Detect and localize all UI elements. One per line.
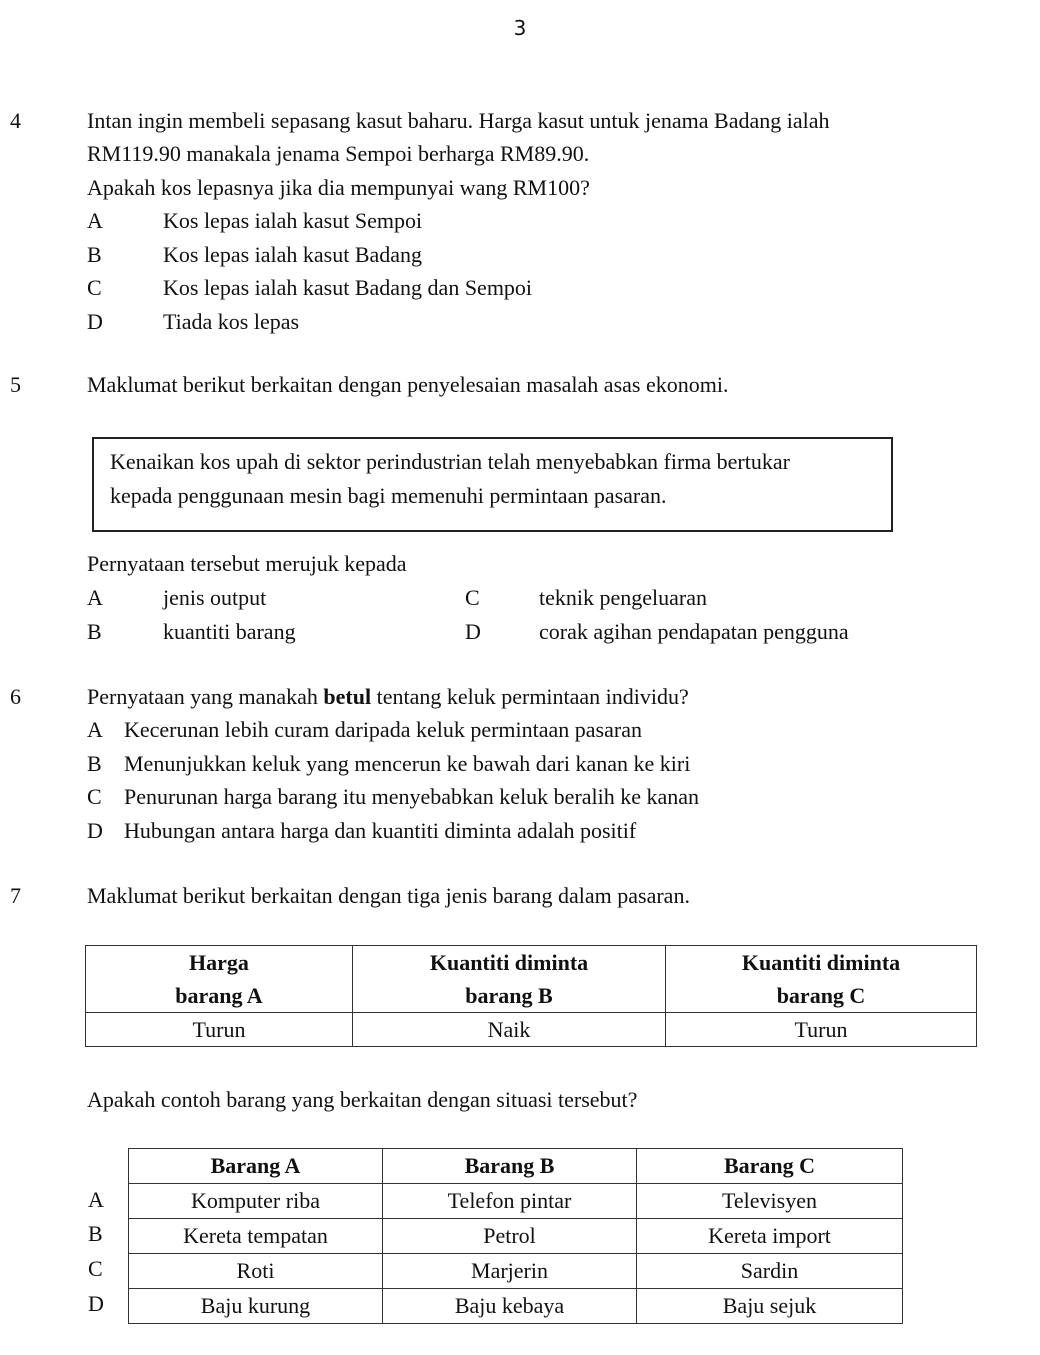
table-cell: Komputer riba	[129, 1184, 383, 1219]
q6-number: 6	[10, 684, 21, 709]
q4-option-a-text: Kos lepas ialah kasut Sempoi	[163, 208, 423, 233]
q4-option-d-text: Tiada kos lepas	[163, 309, 300, 334]
q5-option-d-letter: D	[465, 619, 481, 644]
q7-options-table	[128, 1148, 903, 1324]
q4-stem-line3: Apakah kos lepasnya jika dia mempunyai wang RM100?	[87, 175, 590, 200]
q7-header-barang-b: Barang B	[383, 1149, 637, 1184]
table-cell: Roti	[129, 1254, 383, 1289]
q6-option-c-text: Penurunan harga barang itu menyebabkan keluk beralih ke kanan	[124, 784, 700, 809]
q6-stem	[87, 684, 689, 710]
table-cell: Turun	[666, 1013, 977, 1047]
header-line: barang C	[776, 983, 866, 1008]
header-line: Kuantiti diminta	[741, 950, 901, 975]
q6-stem-after: tentang keluk permintaan individu?	[371, 684, 689, 709]
q4-option-c-text: Kos lepas ialah kasut Badang dan Sempoi	[163, 275, 533, 300]
q7-header-kuantiti-b	[353, 946, 666, 1013]
table-row	[129, 1184, 903, 1219]
table-cell: Marjerin	[383, 1254, 637, 1289]
page-number: 3	[513, 16, 527, 40]
table-cell: Baju kurung	[129, 1289, 383, 1324]
q7-header-barang-c: Barang C	[637, 1149, 903, 1184]
q5-option-c-letter: C	[465, 585, 480, 610]
q6-option-b-letter: B	[87, 751, 102, 776]
header-line: Harga	[189, 950, 249, 975]
table-header-row	[129, 1149, 903, 1184]
q7-info-table	[85, 945, 977, 1047]
table-cell: Televisyen	[637, 1184, 903, 1219]
q5-option-b-text: kuantiti barang	[163, 619, 296, 644]
q7-header-harga-a	[86, 946, 353, 1013]
q6-option-c-letter: C	[87, 784, 102, 809]
table-row	[129, 1219, 903, 1254]
q5-number: 5	[10, 372, 21, 397]
q6-option-a-text: Kecerunan lebih curam daripada keluk permintaan pasaran	[124, 717, 642, 742]
table-cell: Baju sejuk	[637, 1289, 903, 1324]
table-row	[129, 1289, 903, 1324]
q4-option-b-letter: B	[87, 242, 102, 267]
q5-box-line1: Kenaikan kos upah di sektor perindustrian telah menyebabkan firma bertukar	[110, 449, 790, 474]
q7-header-barang-a: Barang A	[129, 1149, 383, 1184]
q7-row-label-a: A	[88, 1187, 104, 1212]
q6-option-b-text: Menunjukkan keluk yang mencerun ke bawah dari kanan ke kiri	[124, 751, 691, 776]
q7-row-label-c: C	[88, 1256, 103, 1281]
table-cell: Sardin	[637, 1254, 903, 1289]
q6-option-a-letter: A	[87, 717, 103, 742]
q6-stem-bold: betul	[323, 684, 372, 709]
table-row	[129, 1254, 903, 1289]
q7-row-label-d: D	[88, 1291, 104, 1316]
table-cell: Baju kebaya	[383, 1289, 637, 1324]
table-cell: Kereta tempatan	[129, 1219, 383, 1254]
table-row	[86, 1013, 977, 1047]
q7-question: Apakah contoh barang yang berkaitan dengan situasi tersebut?	[87, 1087, 638, 1112]
q4-stem-line1: Intan ingin membeli sepasang kasut baharu. Harga kasut untuk jenama Badang ialah	[87, 108, 830, 133]
q7-stem: Maklumat berikut berkaitan dengan tiga jenis barang dalam pasaran.	[87, 883, 690, 908]
q5-option-a-text: jenis output	[163, 585, 267, 610]
q4-number: 4	[10, 108, 21, 133]
q4-stem-line2: RM119.90 manakala jenama Sempoi berharga RM89.90.	[87, 141, 590, 166]
table-header-row	[86, 946, 977, 1013]
q4-option-d-letter: D	[87, 309, 103, 334]
q5-option-c-text: teknik pengeluaran	[539, 585, 707, 610]
table-cell: Naik	[353, 1013, 666, 1047]
q6-stem-before: Pernyataan yang manakah	[87, 684, 324, 709]
q6-option-d-letter: D	[87, 818, 103, 843]
q5-stem: Maklumat berikut berkaitan dengan penyelesaian masalah asas ekonomi.	[87, 372, 729, 397]
q4-option-b-text: Kos lepas ialah kasut Badang	[163, 242, 423, 267]
header-line: barang B	[465, 983, 553, 1008]
q5-option-a-letter: A	[87, 585, 103, 610]
q5-question: Pernyataan tersebut merujuk kepada	[87, 551, 407, 576]
table-cell: Kereta import	[637, 1219, 903, 1254]
q7-row-label-b: B	[88, 1221, 103, 1246]
q5-box-line2: kepada penggunaan mesin bagi memenuhi permintaan pasaran.	[110, 483, 667, 508]
q5-info-box	[92, 437, 893, 532]
table-cell: Turun	[86, 1013, 353, 1047]
q5-option-d-text: corak agihan pendapatan pengguna	[539, 619, 849, 644]
q7-number: 7	[10, 883, 21, 908]
q4-option-a-letter: A	[87, 208, 103, 233]
table-cell: Petrol	[383, 1219, 637, 1254]
q4-option-c-letter: C	[87, 275, 102, 300]
q6-option-d-text: Hubungan antara harga dan kuantiti diminta adalah positif	[124, 818, 637, 843]
q5-option-b-letter: B	[87, 619, 102, 644]
header-line: barang A	[175, 983, 263, 1008]
header-line: Kuantiti diminta	[429, 950, 589, 975]
q7-header-kuantiti-c	[666, 946, 977, 1013]
table-cell: Telefon pintar	[383, 1184, 637, 1219]
